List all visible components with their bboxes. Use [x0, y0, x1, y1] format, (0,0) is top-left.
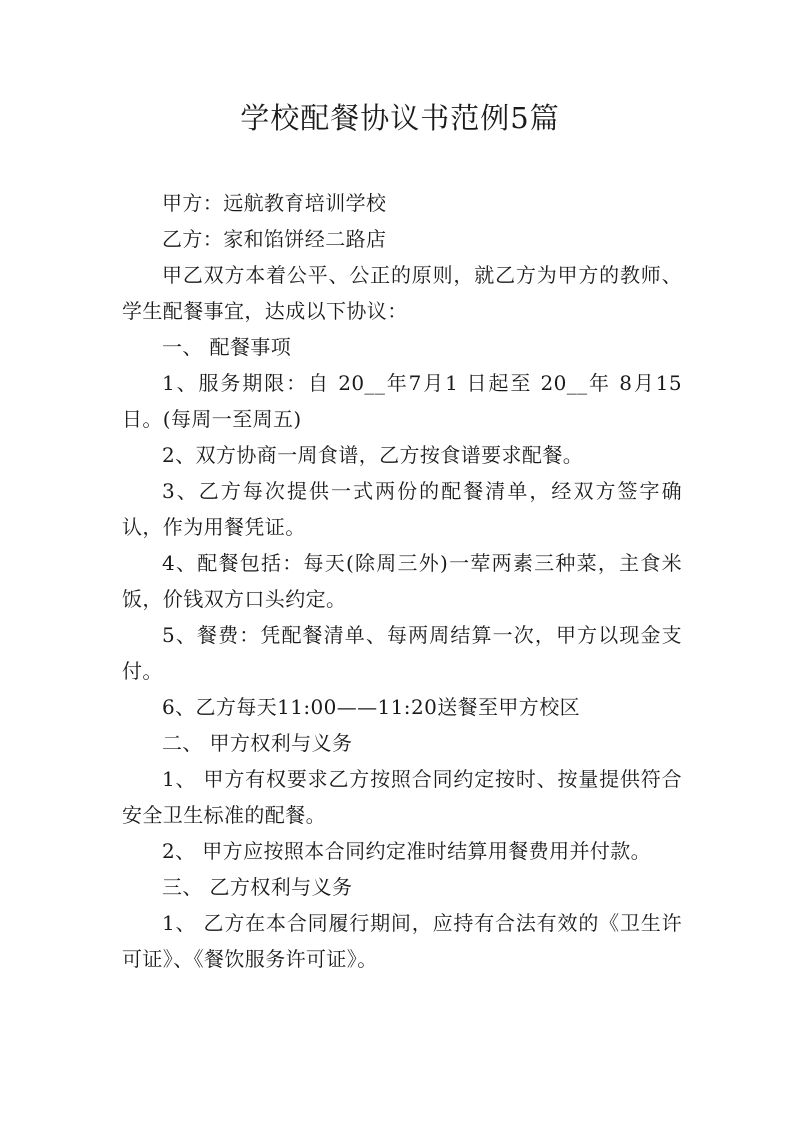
section-heading-party-a: 二、 甲方权利与义务 — [162, 731, 353, 755]
clause-service-period: 1、服务期限：自 20__年7月1 日起至 20__年 8月15日。(每周一至周五) — [122, 371, 682, 431]
preamble-paragraph: 甲乙双方本着公平、公正的原则，就乙方为甲方的教师、学生配餐事宜，达成以下协议： — [122, 263, 682, 323]
clause-party-a-right: 1、 甲方有权要求乙方按照合同约定按时、按量提供符合安全卫生标准的配餐。 — [122, 767, 682, 827]
document-title: 学校配餐协议书范例5篇 — [240, 101, 560, 135]
clause-party-b-licenses: 1、 乙方在本合同履行期间，应持有合法有效的《卫生许可证》、《餐饮服务许可证》。 — [122, 911, 682, 971]
clause-weekly-menu: 2、双方协商一周食谱，乙方按食谱要求配餐。 — [162, 443, 584, 467]
document-body — [122, 185, 682, 977]
clause-party-a-duty: 2、 甲方应按照本合同约定准时结算用餐费用并付款。 — [162, 839, 652, 863]
clause-meal-fee: 5、餐费：凭配餐清单、每两周结算一次，甲方以现金支付。 — [122, 623, 682, 683]
section-heading-catering: 一、 配餐事项 — [162, 335, 292, 359]
party-b-line: 乙方：家和馅饼经二路店 — [162, 227, 387, 251]
clause-meal-content: 4、配餐包括：每天(除周三外)一荤两素三种菜，主食米饭，价钱双方口头约定。 — [122, 551, 682, 611]
party-a-line: 甲方：远航教育培训学校 — [162, 191, 387, 215]
clause-meal-list: 3、乙方每次提供一式两份的配餐清单，经双方签字确认，作为用餐凭证。 — [122, 479, 682, 539]
section-heading-party-b: 三、 乙方权利与义务 — [162, 875, 353, 899]
clause-delivery-time: 6、乙方每天11:00——11:20送餐至甲方校区 — [162, 695, 580, 719]
